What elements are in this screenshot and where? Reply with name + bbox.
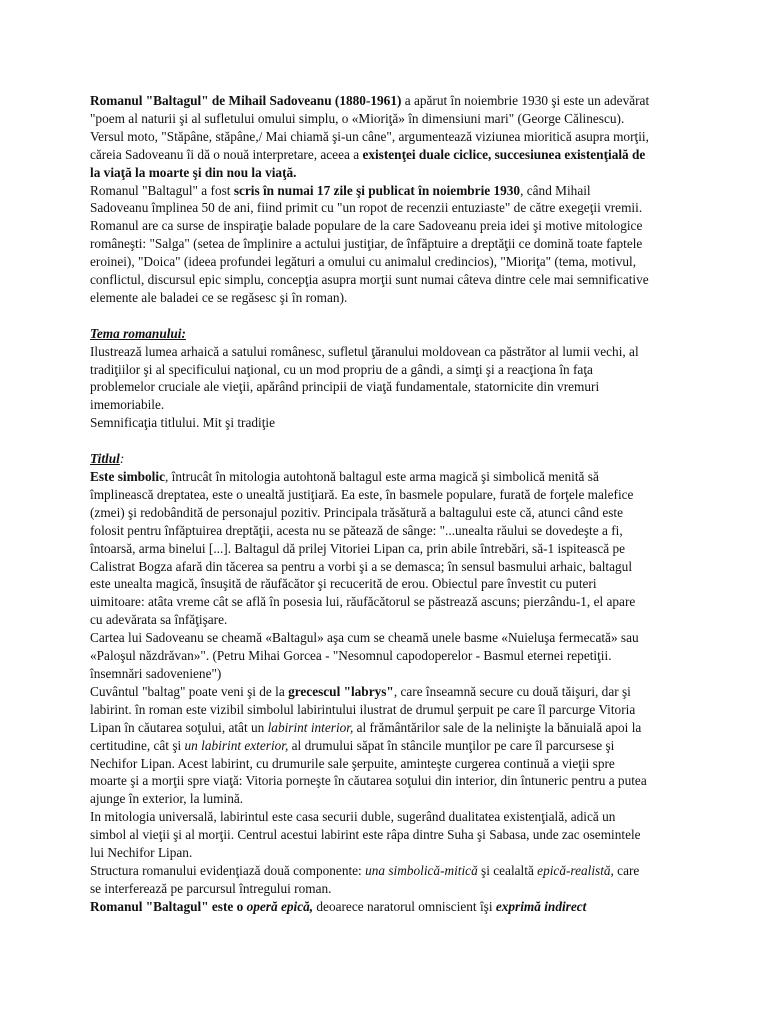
structure-paragraph — [90, 862, 650, 898]
title-heading-text: Titlul — [90, 451, 120, 467]
publication-text-start: Romanul "Baltagul" a fost — [90, 182, 234, 198]
labrys-text-3: al frământărilor sale de la nelinişte la bănuială apoi la certitudine, cât şi — [90, 719, 642, 753]
labrys-text-1: Cuvântul "baltag" poate veni şi de la — [90, 683, 289, 699]
labrys-italic-exterior: un labirint exterior, — [184, 737, 289, 753]
publication-text-rest: , când Mihail Sadoveanu împlinea 50 de ani, fiind primit cu "un ropot de recenzii entuziaste" de către exegeţii vremii. Romanul are ca surse de inspiraţie balade populare de la care Sadoveanu preia idei şi motive mitologice româneşti: "Salga" (setea de împlinire a actului justiţiar, de înfăptuire a dreptăţii ce domină toate faptele eroinei), "Doica" (ideea profundei legături a omului cu animalul credincios), "Mioriţa" (tema, motivul, conflictul, discursul epic simplu, concepţia asupra morţii sunt numai câteva dintre cele mai semnificative elemente ale baladei ce se regăsesc şi în roman). — [90, 182, 649, 305]
intro-bold-conclusion: existenţei duale ciclice, succesiunea existenţială de la viaţă la moarte şi din nou la viaţă. — [90, 146, 646, 180]
epic-bold-italic-2: exprimă indirect — [495, 898, 587, 914]
title-section-heading — [90, 450, 650, 468]
epic-bold-italic-1: operă epică, — [246, 898, 314, 914]
symbolic-paragraph — [90, 468, 650, 629]
symbolic-text: , întrucât în mitologia autohtonă baltagul este arma magică şi simbolică menită să împlinească dreptatea, este o unealtă justiţiară. Ea este, în basmele populare, furată de forţele malefice (zmei) şi redobândită de personajul pozitiv. Principala trăsătură a baltagului este că, atunci când este folosit pentru înfăptuirea dreptăţii, acesta nu se pătează de sânge: "...unealta răului se dovedeşte a fi, întoarsă, arma binelui [...]. Baltagul dă prilej Vitoriei Lipan ca, prin abile întrebări, să-1 ispitească pe Calistrat Bogza afară din tăcerea sa pentru a vorbi şi a se demasca; în sensul basmului arhaic, baltagul este unealta magică, însuşită de răufăcător şi recucerită de erou. Obiectul pare învestit cu puteri uimitoare: atâta vreme cât se află în posesia lui, răufăcătorul se păstrează ascuns; pierzându-1, el apare cu adevărata sa înfăţişare. — [90, 469, 636, 628]
structure-text-3: care se interferează pe parcursul întregului roman. — [90, 862, 640, 896]
structure-italic-mythic: una simbolică-mitică — [365, 862, 478, 878]
theme-paragraph: Ilustrează lumea arhaică a satului românesc, sufletul ţăranului moldovean ca păstrător al lumii vechi, al tradiţiilor şi al specificului naţional, cu un mod propriu de a gândi, a simţi şi a reacţiona în faţa problemelor cruciale ale vieţii, apărând principii de viaţă fundamentale, statornicite din vremuri imemoriabile. — [90, 343, 639, 413]
document-body — [90, 92, 650, 916]
theme-heading-text: Tema romanului: — [90, 325, 186, 341]
publication-paragraph — [90, 182, 650, 307]
structure-italic-epic: epică-realistă, — [537, 862, 614, 878]
labrys-paragraph — [90, 683, 650, 808]
intro-text: a apărut în noiembrie 1930 şi este un adevărat "poem al naturii şi al sufletului omului simplu, o «Mioriţă» în dimensiuni mari" (George Călinescu). Versul moto, "Stăpâne, stăpâne,/ Mai chiamă şi-un câne", argumentează viziunea mioritică asupra morţii, căreia Sadoveanu îi dă o nouă interpretare, aceea a — [90, 93, 650, 162]
title-heading-colon: : — [119, 451, 125, 467]
publication-bold: scris în numai 17 zile şi publicat în noiembrie 1930 — [233, 182, 521, 198]
labrys-bold: grecescul "labrys" — [288, 683, 394, 699]
theme-heading — [90, 325, 650, 343]
labrys-text-4: al drumului săpat în stâncile munţilor pe care îl parcursese şi Nechifor Lipan. Acest labirint, cu drumurile sale şerpuite, aminteşte curgerea continuă a vieţii spre moarte şi a morţii spre viaţă: Vitoria porneşte în căutarea soţului din interior, din întuneric pentru a putea ajunge în exterior, la lumină. — [90, 737, 647, 807]
structure-text-1: Structura romanului evidenţiază două componente: — [90, 862, 366, 878]
intro-bold-title: Romanul "Baltagul" de Mihail Sadoveanu (1880-1961) — [90, 93, 402, 108]
epic-bold-1: Romanul "Baltagul" este o — [90, 898, 247, 914]
structure-text-2: şi cealaltă — [477, 862, 538, 878]
universal-myth-paragraph: In mitologia universală, labirintul este casa securii duble, sugerând dualitatea existenţială, adică un simbol al vieţii şi al morţii. Centrul acestui labirint este râpa dintre Suha şi Sabasa, unde zac osemintele lui Nechifor Lipan. — [90, 809, 641, 861]
fairy-tale-paragraph: Cartea lui Sadoveanu se cheamă «Baltagul» aşa cum se cheamă unele basme «Nuieluşa fermecată» sau «Paloşul năzdrăvan»". (Petru Mihai Gorcea - "Nesomnul capodoperelor - Basmul eternei repetiţii. însemnări sadoveniene") — [90, 630, 639, 681]
title-meaning-line: Semnificaţia titlului. Mit şi tradiţie — [90, 415, 276, 431]
labrys-italic-interior: labirint interior, — [267, 719, 354, 735]
labrys-text-2: , care înseamnă secure cu două tăişuri, dar şi labirint. în roman este vizibil simbolul labirintului ilustrat de drumul şerpuit pe care îl parcurge Vitoria Lipan în căutarea soţului, atât un — [90, 683, 636, 735]
epic-work-paragraph — [90, 898, 650, 916]
intro-paragraph — [90, 92, 650, 182]
symbolic-bold: Este simbolic — [90, 469, 165, 484]
epic-text: deoarece naratorul omniscient îşi — [313, 898, 496, 914]
